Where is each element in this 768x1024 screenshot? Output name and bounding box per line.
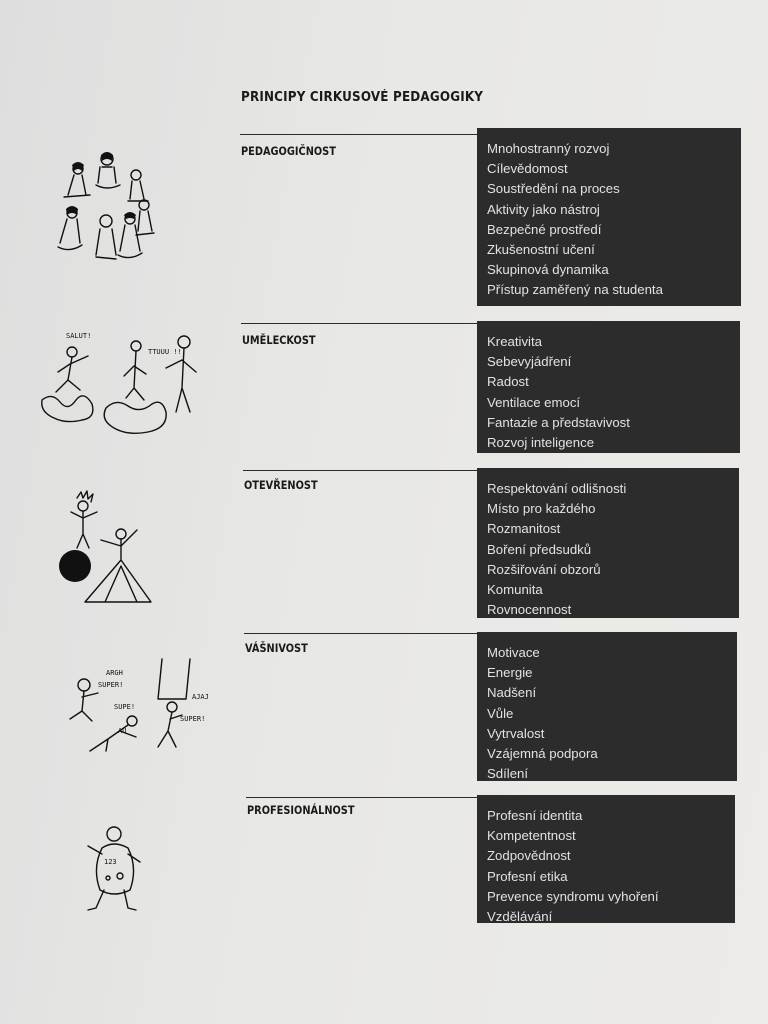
list-item: Boření předsudků: [487, 541, 592, 557]
section-divider: [241, 323, 481, 324]
shout-text-super: SUPER!: [98, 681, 124, 689]
performers-illustration: [36, 328, 206, 448]
principle-list-box: [477, 321, 740, 453]
list-item: Profesní identita: [487, 808, 583, 823]
list-item: Soustředění na proces: [487, 181, 620, 197]
principle-list-box: [477, 795, 735, 923]
list-item: Motivace: [487, 645, 540, 660]
list-item: Respektování odlišnosti: [487, 481, 627, 496]
list-item: Kreativita: [487, 334, 542, 349]
speech-text-salut: SALUT!: [66, 332, 92, 340]
section-heading: VÁŠNIVOST: [245, 641, 308, 655]
belly-numbers-text: 123: [104, 858, 117, 866]
list-item: Skupinová dynamika: [487, 262, 609, 278]
list-item: Aktivity jako nástroj: [487, 201, 600, 217]
professional-figure-illustration: [80, 818, 145, 918]
shout-text-super-2: SUPER!: [180, 715, 206, 723]
shout-text-supe: SUPE!: [114, 703, 136, 711]
list-item: Rovnocennost: [487, 602, 572, 618]
list-item: Komunita: [487, 582, 543, 598]
section-divider: [244, 633, 481, 634]
section-divider: [243, 470, 481, 471]
list-item: Zodpovědnost: [487, 848, 571, 864]
list-item: Profesní etika: [487, 868, 568, 884]
list-item: Radost: [487, 374, 529, 390]
list-item: Sebevyjádření: [487, 354, 572, 370]
list-item: Zkušenostní učení: [487, 242, 595, 258]
list-item: Sdílení: [487, 766, 529, 782]
list-item: Vzájemná podpora: [487, 746, 598, 762]
section-heading: OTEVŘENOST: [244, 478, 318, 492]
list-item: Kompetentnost: [487, 828, 576, 844]
shout-text-argh: ARGH: [106, 669, 123, 677]
list-item: Rozmanitost: [487, 521, 561, 537]
principle-list-box: [477, 128, 741, 306]
list-item: Vzdělávání: [487, 909, 553, 925]
list-item: Nadšení: [487, 685, 537, 701]
speech-text-tuuu: TTUUU !!!: [148, 348, 186, 356]
shout-text-ajaj: AJAJ: [192, 693, 209, 701]
list-item: Rozvoj inteligence: [487, 435, 595, 451]
page-title: PRINCIPY CIRKUSOVÉ PEDAGOGIKY: [241, 90, 484, 105]
list-item: Vytrvalost: [487, 725, 545, 741]
list-item: Mnohostranný rozvoj: [487, 141, 610, 156]
section-heading: PROFESIONÁLNOST: [247, 803, 355, 817]
principle-list-box: [477, 632, 737, 781]
list-item: Místo pro každého: [487, 501, 596, 517]
ball-and-dancer-illustration: [55, 490, 170, 610]
list-item: Prevence syndromu vyhoření: [487, 888, 659, 904]
shout-text-au: AU: [118, 727, 127, 735]
section-heading: PEDAGOGIČNOST: [241, 144, 336, 158]
list-item: Rozšiřování obzorů: [487, 561, 601, 577]
list-item: Energie: [487, 665, 533, 681]
list-item: Bezpečné prostředí: [487, 221, 602, 237]
aerial-performers-illustration: [62, 655, 227, 755]
section-divider: [240, 134, 480, 135]
section-heading: UMĚLECKOST: [242, 333, 316, 347]
list-item: Fantazie a představivost: [487, 414, 630, 430]
list-item: Ventilace emocí: [487, 394, 581, 410]
list-item: Cílevědomost: [487, 161, 568, 177]
list-item: Vůle: [487, 705, 514, 721]
section-divider: [246, 797, 481, 798]
list-item: Přístup zaměřený na studenta: [487, 282, 663, 298]
seated-circle-illustration: [50, 145, 160, 270]
principle-list-box: [477, 468, 739, 618]
